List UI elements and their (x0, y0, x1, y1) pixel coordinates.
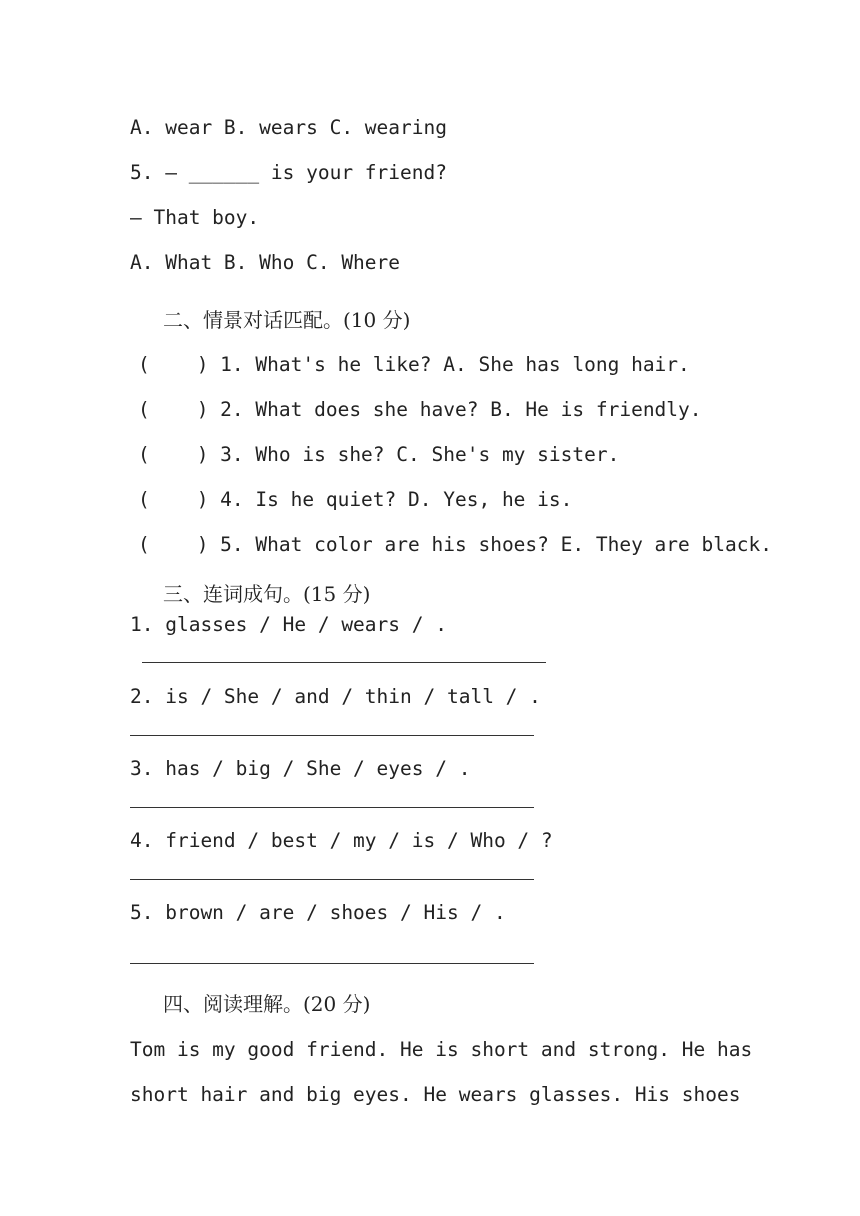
sentence-item-5: 5. brown / are / shoes / His / . (130, 901, 506, 924)
section2-heading: 二、情景对话匹配。(10 分) (163, 308, 411, 332)
answer-line-3[interactable] (130, 807, 534, 808)
q4-options: A. wear B. wears C. wearing (130, 116, 447, 139)
q5-question: 5. — ______ is your friend? (130, 161, 447, 184)
answer-line-2[interactable] (130, 735, 534, 736)
match-item-4: ( ) 4. Is he quiet? D. Yes, he is. (138, 488, 573, 511)
q5-options: A. What B. Who C. Where (130, 251, 401, 274)
section4-heading: 四、阅读理解。(20 分) (163, 992, 371, 1016)
sentence-item-3: 3. has / big / She / eyes / . (130, 757, 471, 780)
sentence-item-1: 1. glasses / He / wears / . (130, 613, 447, 636)
sentence-item-2: 2. is / She / and / thin / tall / . (130, 685, 541, 708)
match-item-1: ( ) 1. What's he like? A. She has long hair. (138, 353, 690, 376)
sentence-item-4: 4. friend / best / my / is / Who / ? (130, 829, 553, 852)
passage-line-1: Tom is my good friend. He is short and strong. He has (130, 1038, 753, 1061)
answer-line-5[interactable] (130, 963, 534, 964)
match-item-5: ( ) 5. What color are his shoes? E. They are black. (138, 533, 772, 556)
passage-line-2: short hair and big eyes. He wears glasses. His shoes (130, 1083, 741, 1106)
q5-answer-line: — That boy. (130, 206, 260, 229)
match-item-2: ( ) 2. What does she have? B. He is friendly. (138, 398, 702, 421)
match-item-3: ( ) 3. Who is she? C. She's my sister. (138, 443, 620, 466)
answer-line-4[interactable] (130, 879, 534, 880)
answer-line-1[interactable] (142, 662, 546, 663)
section3-heading: 三、连词成句。(15 分) (163, 582, 371, 606)
